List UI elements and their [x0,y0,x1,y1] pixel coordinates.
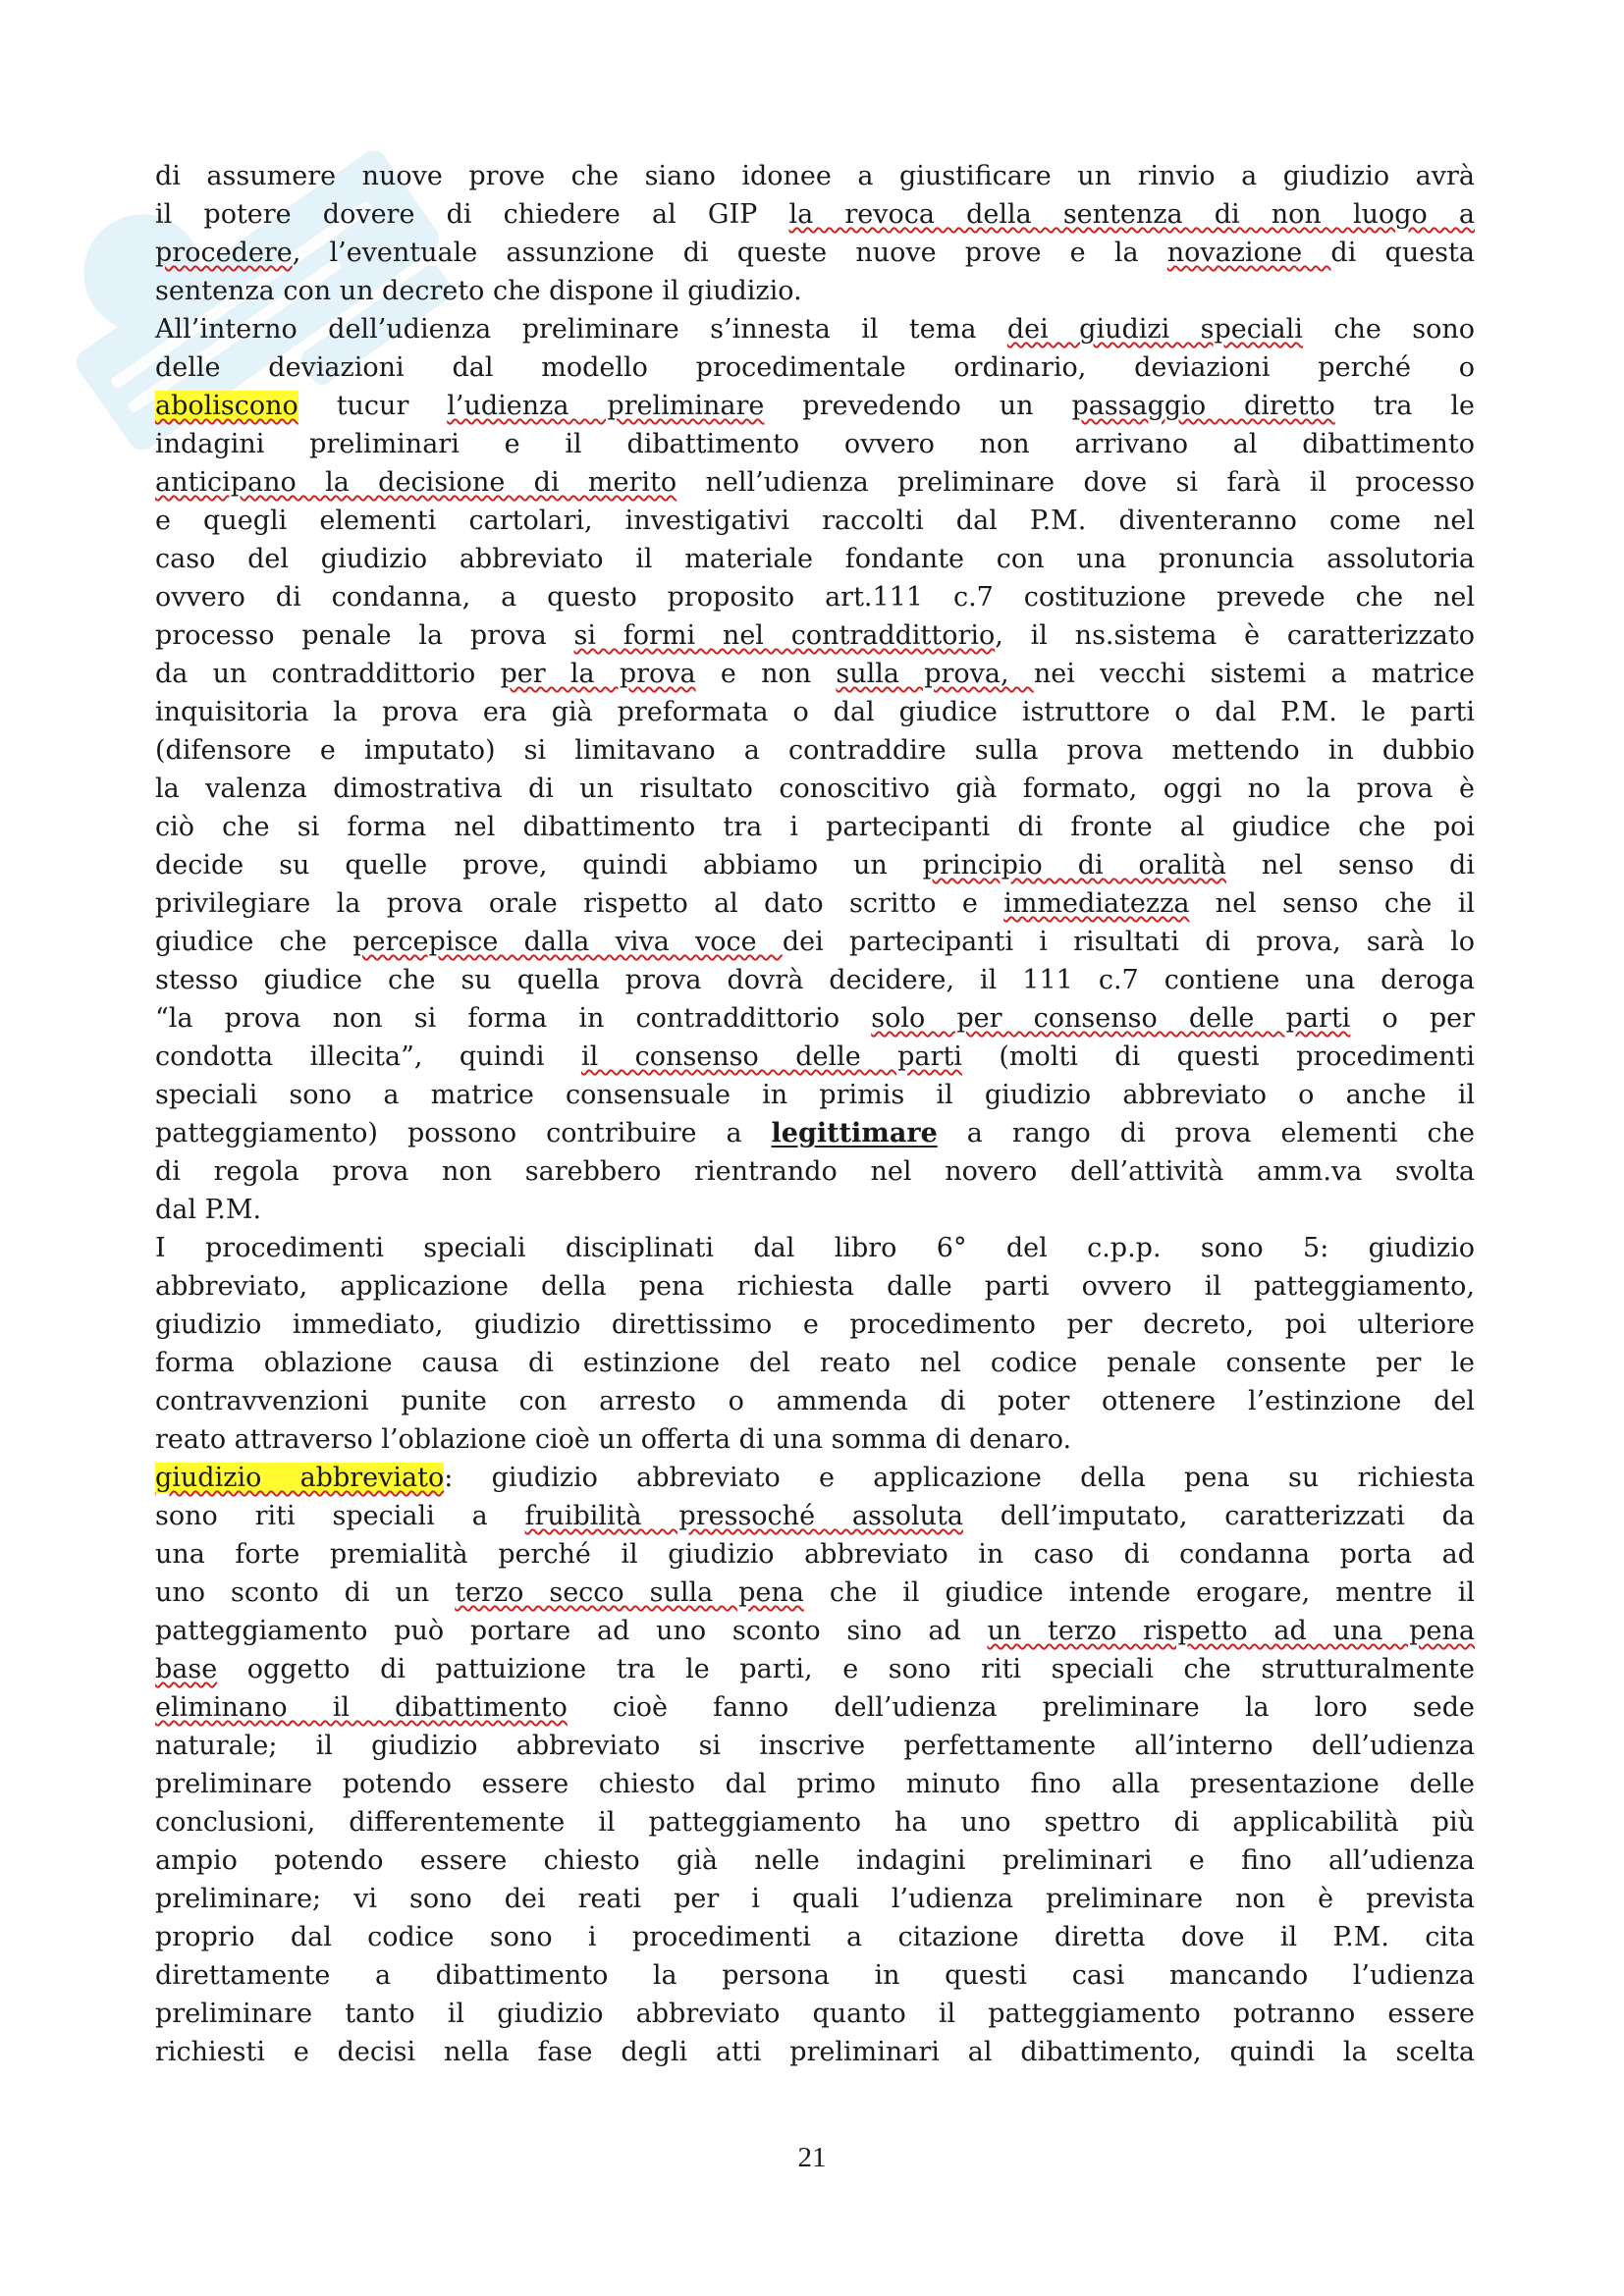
text-line: privilegiare la prova orale rispetto al dato scritto e immediatezza nel senso che il [155,888,1475,919]
text-line: delle deviazioni dal modello procedimentale ordinario, deviazioni perché o [155,352,1475,383]
document-text [155,157,1475,2071]
text-line: I procedimenti speciali disciplinati dal libro 6° del c.p.p. sono 5: giudizio [155,1233,1475,1263]
text-line: inquisitoria la prova era già preformata o dal giudice istruttore o dal P.M. le parti [155,697,1475,727]
text-line: direttamente a dibattimento la persona in questi casi mancando l’udienza [155,1960,1475,1991]
text-line: condotta illecita”, quindi il consenso delle parti (molti di questi procedimenti [155,1041,1475,1072]
text-line: giudice che percepisce dalla viva voce dei partecipanti i risultati di prova, sarà lo [155,927,1475,957]
text-line: naturale; il giudizio abbreviato si inscrive perfettamente all’interno dell’udienza [155,1731,1475,1761]
text-line: abbreviato, applicazione della pena richiesta dalle parti ovvero il patteggiamento, [155,1271,1475,1302]
text-line: sono riti speciali a fruibilità pressoché assoluta dell’imputato, caratterizzati da [155,1501,1475,1531]
underlined-phrase: principio di oralità [922,850,1227,881]
underlined-phrase: un terzo rispetto ad una pena [987,1616,1475,1646]
text-line: conclusioni, differentemente il patteggiamento ha uno spettro di applicabilità più [155,1807,1475,1838]
underlined-phrase: si formi nel contraddittorio [573,620,996,651]
text-line: il potere dovere di chiedere al GIP la revoca della sentenza di non luogo a [155,199,1475,230]
text-line: preliminare; vi sono dei reati per i quali l’udienza preliminare non è prevista [155,1884,1475,1914]
text-line: uno sconto di un terzo secco sulla pena che il giudice intende erogare, mentre il [155,1577,1475,1608]
text-line: sentenza con un decreto che dispone il giudizio. [155,276,802,306]
text-line: giudizio immediato, giudizio direttissimo e procedimento per decreto, poi ulteriore [155,1309,1475,1340]
text-line: giudizio abbreviato: giudizio abbreviato e applicazione della pena su richiesta [155,1463,1475,1493]
text-line: la valenza dimostrativa di un risultato conoscitivo già formato, oggi no la prova è [155,774,1475,804]
text-line: ovvero di condanna, a questo proposito art.111 c.7 costituzione prevede che nel [155,582,1475,613]
page-number: 21 [797,2142,827,2173]
text-line: speciali sono a matrice consensuale in primis il giudizio abbreviato o anche il [155,1080,1475,1110]
underlined-phrase: terzo secco sulla pena [455,1577,804,1608]
text-line: eliminano il dibattimento cioè fanno dell’udienza preliminare la loro sede [155,1692,1475,1723]
underlined-phrase: passaggio diretto [1071,391,1335,421]
highlighted-phrase: giudizio abbreviato [155,1463,445,1493]
underlined-phrase: il consenso delle parti [580,1041,962,1072]
underlined-phrase: sulla prova, [836,659,1034,689]
underlined-phrase: l’udienza preliminare [447,391,765,421]
underlined-phrase: procedere [155,238,293,268]
text-line: anticipano la decisione di merito nell’udienza preliminare dove si farà il processo [155,467,1475,498]
underlined-phrase: percepisce dalla viva voce [352,927,783,957]
text-line: caso del giudizio abbreviato il materiale fondante con una pronuncia assolutoria [155,544,1475,574]
underlined-phrase: fruibilità pressoché assoluta [524,1501,963,1531]
text-line: reato attraverso l’oblazione cioè un offerta di una somma di denaro. [155,1424,1072,1455]
text-line: preliminare tanto il giudizio abbreviato quanto il patteggiamento potranno essere [155,1999,1475,2029]
text-line: aboliscono tucur l’udienza preliminare prevedendo un passaggio diretto tra le [155,391,1475,421]
text-line: ampio potendo essere chiesto già nelle indagini preliminari e fino all’udienza [155,1845,1475,1876]
underlined-phrase: per la prova [500,659,696,689]
underlined-phrase: novazione [1166,238,1331,268]
text-line: decide su quelle prove, quindi abbiamo un principio di oralità nel senso di [155,850,1475,881]
text-line: “la prova non si forma in contraddittorio solo per consenso delle parti o per [155,1003,1476,1034]
text-line: contravvenzioni punite con arresto o ammenda di poter ottenere l’estinzione del [155,1386,1475,1416]
text-line: dal P.M. [155,1195,262,1225]
text-line: e quegli elementi cartolari, investigativi raccolti dal P.M. diventeranno come nel [155,506,1475,536]
text-line: patteggiamento) possono contribuire a legittimare a rango di prova elementi che [155,1118,1475,1148]
text-line: base oggetto di pattuizione tra le parti, e sono riti speciali che strutturalmente [155,1654,1475,1684]
text-line: forma oblazione causa di estinzione del reato nel codice penale consente per le [155,1348,1475,1378]
text-line: una forte premialità perché il giudizio abbreviato in caso di condanna porta ad [155,1539,1475,1570]
text-line: da un contraddittorio per la prova e non sulla prova, nei vecchi sistemi a matrice [155,659,1475,689]
highlighted-phrase: aboliscono [155,391,298,421]
text-line: indagini preliminari e il dibattimento ovvero non arrivano al dibattimento [155,429,1475,459]
text-line: richiesti e decisi nella fase degli atti preliminari al dibattimento, quindi la scelta [155,2037,1475,2067]
bold-underlined-word: legittimare [771,1118,938,1148]
underlined-phrase: solo per consenso delle parti [871,1003,1351,1034]
underlined-phrase: dei giudizi speciali [1006,314,1303,345]
underlined-phrase: immediatezza [1003,888,1190,919]
text-line: di regola prova non sarebbero rientrando nel novero dell’attività amm.va svolta [155,1156,1475,1187]
underlined-phrase: la revoca della sentenza di non luogo a [788,199,1475,230]
underlined-phrase: base [155,1654,218,1684]
underlined-phrase: anticipano la decisione di merito [155,467,677,498]
text-line: patteggiamento può portare ad uno sconto sino ad un terzo rispetto ad una pena [155,1616,1475,1646]
text-line: preliminare potendo essere chiesto dal primo minuto fino alla presentazione delle [155,1769,1475,1799]
text-line: di assumere nuove prove che siano idonee a giustificare un rinvio a giudizio avrà [155,161,1475,191]
text-line: processo penale la prova si formi nel contraddittorio, il ns.sistema è caratterizzato [155,620,1475,651]
text-line: proprio dal codice sono i procedimenti a citazione diretta dove il P.M. cita [155,1922,1475,1952]
underlined-phrase: eliminano il dibattimento [155,1692,568,1723]
text-line: ciò che si forma nel dibattimento tra i partecipanti di fronte al giudice che poi [155,812,1475,842]
text-line: All’interno dell’udienza preliminare s’innesta il tema dei giudizi speciali che sono [155,314,1475,345]
text-line: stesso giudice che su quella prova dovrà decidere, il 111 c.7 contiene una deroga [155,965,1475,995]
text-line: (difensore e imputato) si limitavano a contraddire sulla prova mettendo in dubbio [155,735,1475,766]
text-line: procedere, l’eventuale assunzione di queste nuove prove e la novazione di questa [155,238,1475,268]
